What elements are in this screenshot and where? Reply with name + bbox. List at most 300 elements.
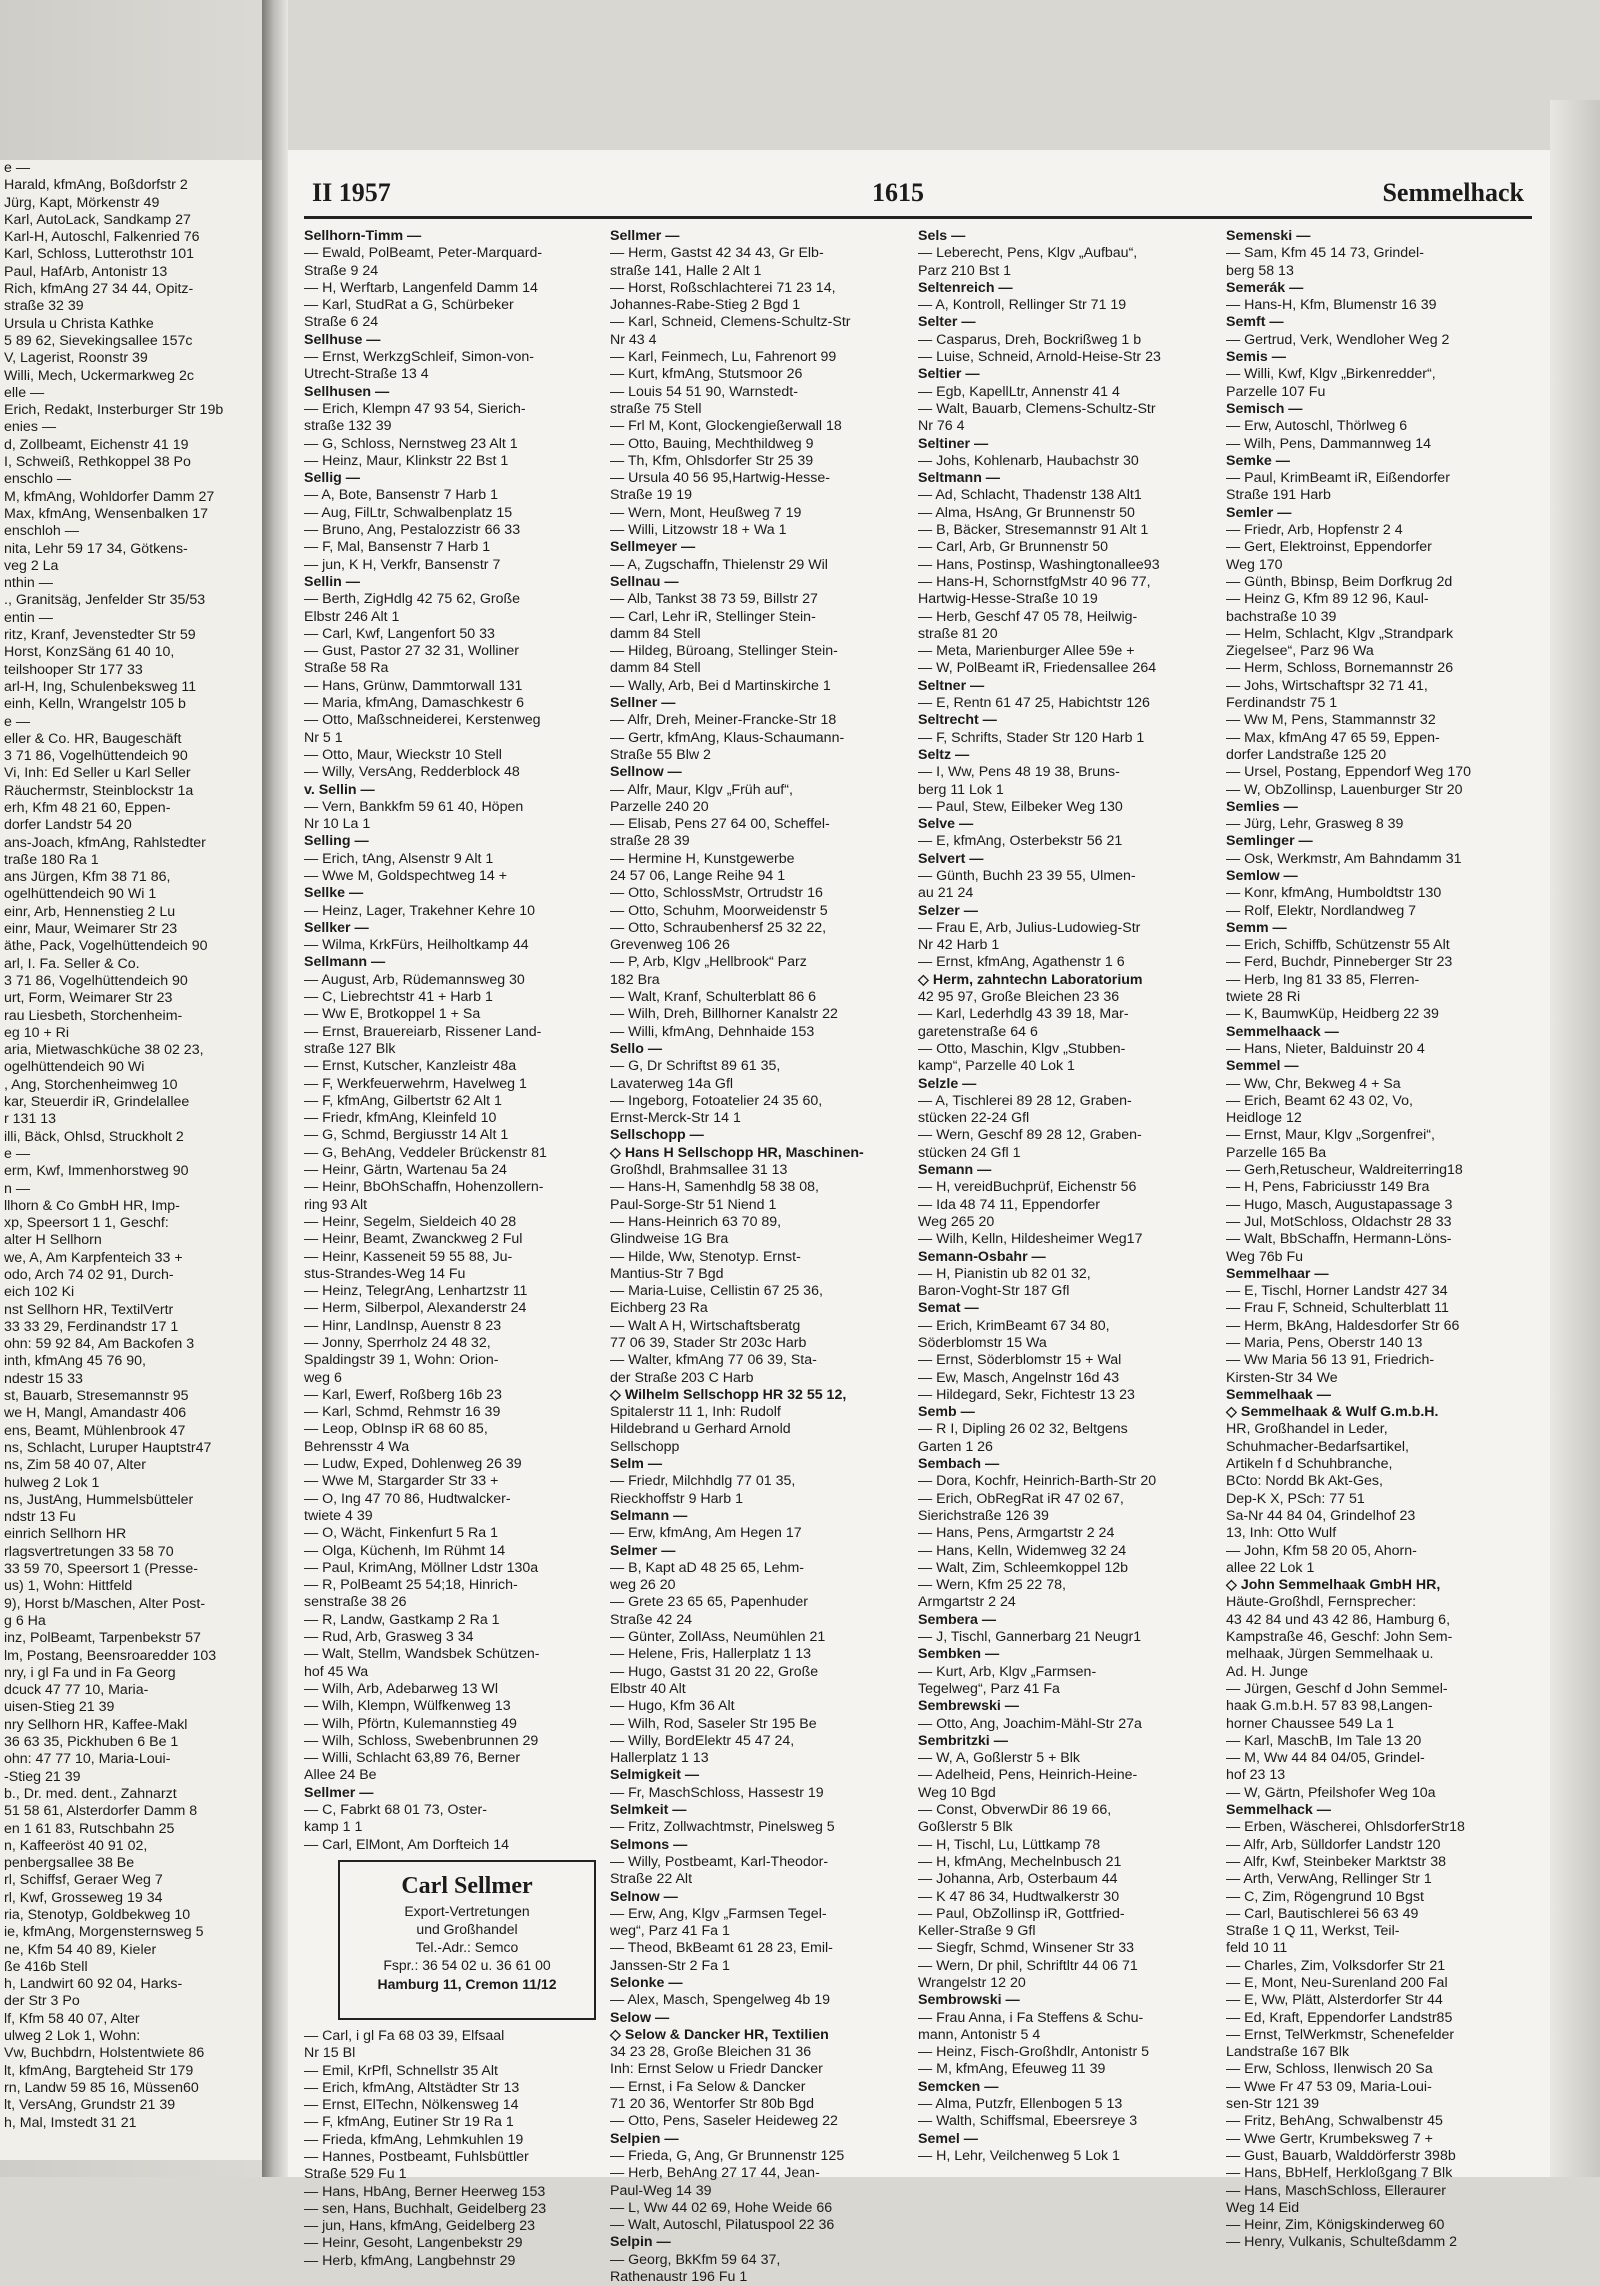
directory-entry: — Gertr, kfmAng, Klaus-Schaumann- (610, 729, 845, 746)
directory-entry: Semke — (1226, 452, 1290, 469)
directory-entry: — J, Tischl, Gannerbarg 21 Neugr1 (918, 1629, 1142, 1646)
directory-entry: Nr 5 1 (304, 729, 343, 746)
directory-entry: Straße 22 Alt (610, 1871, 693, 1888)
directory-entry: enschloh — (4, 523, 79, 540)
directory-entry: — Herb, kfmAng, Langbehnstr 29 (304, 2252, 516, 2269)
directory-entry: odo, Arch 74 02 91, Durch- (4, 1267, 174, 1283)
directory-entry: Weg 76b Fu (1226, 1248, 1304, 1265)
directory-entry: — Karl, MaschB, Im Tale 13 20 (1226, 1732, 1422, 1749)
directory-entry: — Erw, Autoschl, Thörlweg 6 (1226, 418, 1408, 435)
directory-entry: — Carl, Bautischlerei 56 63 49 (1226, 1905, 1419, 1922)
directory-entry: Kirsten-Str 34 We (1226, 1369, 1338, 1386)
directory-entry: — Karl, Feinmech, Lu, Fahrenort 99 (610, 349, 837, 366)
directory-entry: nry Sellhorn HR, Kaffee-Makl (4, 1716, 188, 1733)
directory-entry: — Carl, ElMont, Am Dorfteich 14 (304, 1836, 509, 1853)
directory-entry: Schuhmacher-Bedarfsartikel, (1226, 1438, 1409, 1455)
directory-entry: h, Landwirt 60 92 04, Harks- (4, 1976, 183, 1993)
directory-entry: BCto: Nordd Bk Akt-Ges, (1226, 1473, 1383, 1490)
directory-entry: Seltenreich — (918, 279, 1013, 296)
directory-entry: inth, kfmAng 45 76 90, (4, 1353, 146, 1370)
directory-entry: ohn: 47 77 10, Maria-Loui- (4, 1751, 171, 1768)
directory-entry: Weg 10 Bgd (918, 1784, 996, 1801)
directory-entry: Semm — (1226, 919, 1287, 936)
directory-entry: — Günth, Buchh 23 39 55, Ulmen- (918, 867, 1136, 884)
directory-entry: Sellmer — (610, 228, 680, 244)
directory-entry: Rich, kfmAng 27 34 44, Opitz- (4, 281, 194, 298)
directory-entry: twiete 4 39 (304, 1507, 373, 1524)
directory-entry: Sembrowski — (918, 1992, 1020, 2009)
directory-entry: — B, Bäcker, Stresemannstr 91 Alt 1 (918, 522, 1149, 539)
directory-entry: — Ww Maria 56 13 91, Friedrich- (1226, 1352, 1435, 1369)
directory-entry: erm, Kwf, Immenhorstweg 90 (4, 1163, 189, 1180)
directory-entry: — Karl, Schneid, Clemens-Schultz-Str (610, 314, 851, 331)
directory-entry: — Frieda, G, Ang, Gr Brunnenstr 125 (610, 2147, 845, 2164)
directory-entry: — H, Pens, Fabriciusstr 149 Bra (1226, 1179, 1430, 1196)
directory-entry: — Erich, kfmAng, Altstädter Str 13 (304, 2079, 520, 2096)
directory-entry: — E, Mont, Neu-Surenland 200 Fal (1226, 1974, 1448, 1991)
directory-entry: — Walter, kfmAng 77 06 39, Sta- (610, 1352, 817, 1369)
directory-entry: — Willy, BordElektr 45 47 24, (610, 1732, 795, 1749)
directory-entry: Selpin — (610, 2234, 671, 2251)
directory-entry: Parz 210 Bst 1 (918, 262, 1012, 279)
directory-entry: I, Schweiß, Rethkoppel 38 Po (4, 454, 191, 471)
directory-entry: Sembrewski — (918, 1698, 1019, 1715)
directory-entry: — Maria, kfmAng, Damaschkestr 6 (304, 695, 524, 712)
directory-entry: — Walt A H, Wirtschaftsberatg (610, 1317, 801, 1334)
directory-entry: — Erich, Schiffb, Schützenstr 55 Alt (1226, 937, 1450, 954)
directory-entry: Semler — (1226, 504, 1292, 521)
directory-entry: — Wilma, KrkFürs, Heilholtkamp 44 (304, 937, 529, 954)
directory-entry: ohn: 59 92 84, Am Backofen 3 (4, 1336, 195, 1353)
directory-entry: teilshooper Str 177 33 (4, 661, 143, 678)
directory-entry: — Wilh, Pförtn, Kulemannstieg 49 (304, 1715, 517, 1732)
directory-entry: au 21 24 (918, 885, 974, 902)
directory-entry: — Berth, ZigHdlg 42 75 62, Große (304, 591, 521, 608)
directory-entry: — Friedr, kfmAng, Kleinfeld 10 (304, 1110, 497, 1127)
directory-entry: — Theod, BkBeamt 61 28 23, Emil- (610, 1940, 833, 1957)
directory-entry: ◇ Semmelhaak & Wulf G.m.b.H. (1226, 1404, 1439, 1421)
directory-entry: nthin — (4, 575, 53, 592)
directory-entry: — Wwe Gertr, Krumbeksweg 7 + (1226, 2130, 1433, 2147)
directory-entry: äthe, Pack, Vogelhüttendeich 90 (4, 938, 208, 955)
directory-entry: — Willi, Schlacht 63,89 76, Berner (304, 1750, 521, 1767)
directory-entry: einr, Arb, Hennenstieg 2 Lu (4, 903, 176, 920)
directory-entry: Weg 265 20 (918, 1213, 995, 1230)
directory-entry: — Ernst, ElTechn, Nölkensweg 14 (304, 2097, 519, 2114)
directory-entry: — Ernst, Kutscher, Kanzleistr 48a (304, 1058, 517, 1075)
directory-entry: — Heinr, Gärtn, Wartenau 5a 24 (304, 1162, 507, 1179)
directory-entry: — Karl, StudRat a G, Schürbeker (304, 297, 514, 314)
directory-entry: Semft — (1226, 314, 1284, 331)
directory-entry: Straße 6 24 (304, 314, 379, 331)
directory-entry: 13, Inh: Otto Wulf (1226, 1525, 1337, 1542)
directory-entry: e — (4, 160, 31, 176)
directory-entry: ◇ Selow & Dancker HR, Textilien (610, 2026, 829, 2043)
directory-entry: senstraße 38 26 (304, 1594, 407, 1611)
directory-entry: — Heinz, Fisch-Großhdlr, Antonistr 5 (918, 2044, 1150, 2061)
directory-entry: Semenski — (1226, 228, 1311, 244)
directory-entry: ulweg 2 Lok 1, Wohn: (4, 2028, 141, 2045)
directory-entry: garetenstraße 64 6 (918, 1023, 1038, 1040)
directory-entry: — Hilde, Ww, Stenotyp. Ernst- (610, 1248, 801, 1265)
directory-entry: ., Granitsäg, Jenfelder Str 35/53 (4, 592, 206, 609)
directory-entry: Elbstr 246 Alt 1 (304, 608, 400, 625)
directory-entry: — Paul, Stew, Eilbeker Weg 130 (918, 798, 1123, 815)
directory-entry: — Egb, KapellLtr, Annenstr 41 4 (918, 383, 1120, 400)
directory-entry: — Wwe M, Goldspechtweg 14 + (304, 867, 508, 884)
ad-line1: Export-Vertretungen (404, 1902, 530, 1919)
directory-entry: — Carl, Kwf, Langenfort 50 33 (304, 625, 495, 642)
directory-entry: Ad. H. Junge (1226, 1663, 1309, 1680)
directory-entry: eg 10 + Ri (4, 1024, 70, 1041)
directory-entry: V, Lagerist, Roonstr 39 (4, 350, 148, 367)
directory-entry: — Ernst, Brauereiarb, Rissener Land- (304, 1023, 542, 1040)
directory-entry: — Ernst, Söderblomstr 15 + Wal (918, 1352, 1122, 1369)
directory-entry: Sellnau — (610, 573, 679, 590)
directory-entry: Glindweise 1G Bra (610, 1231, 729, 1248)
directory-entry: — Vern, Bankkfm 59 61 40, Höpen (304, 798, 524, 815)
directory-entry: — Heinr, Kasseneit 59 55 88, Ju- (304, 1248, 513, 1265)
directory-entry: urt, Form, Weimarer Str 23 (4, 990, 173, 1007)
directory-entry: — Bruno, Ang, Pestalozzistr 66 33 (304, 522, 521, 539)
column-3 (918, 228, 1218, 2165)
directory-entry: — Ed, Kraft, Eppendorfer Landstr85 (1226, 2009, 1453, 2026)
directory-entry: Sa-Nr 44 84 04, Grindelhof 23 (1226, 1507, 1416, 1524)
directory-entry: — Dora, Kochfr, Heinrich-Barth-Str 20 (918, 1473, 1157, 1490)
directory-entry: Selmigkeit — (610, 1767, 700, 1784)
directory-entry: — Th, Kfm, Ohlsdorfer Str 25 39 (610, 452, 814, 469)
directory-entry: uisen-Stieg 21 39 (4, 1699, 115, 1716)
directory-entry: Landstraße 167 Blk (1226, 2044, 1350, 2061)
directory-entry: weg“, Parz 41 Fa 1 (610, 1923, 730, 1940)
directory-entry: — C, Fabrkt 68 01 73, Oster- (304, 1802, 487, 1819)
directory-entry: — Frau E, Arb, Julius-Ludowieg-Str (918, 919, 1141, 936)
directory-entry: Behrensstr 4 Wa (304, 1438, 410, 1455)
directory-entry: Semann — (918, 1162, 992, 1179)
directory-entry: M, kfmAng, Wohldorfer Damm 27 (4, 488, 215, 505)
directory-entry: — Olga, Küchenh, Im Rühmt 14 (304, 1542, 506, 1559)
directory-entry: — Wally, Arb, Bei d Martinskirche 1 (610, 677, 831, 694)
directory-entry: Janssen-Str 2 Fa 1 (610, 1957, 730, 1974)
directory-entry: horner Chaussee 549 La 1 (1226, 1715, 1395, 1732)
directory-entry: Sellker — (304, 919, 369, 936)
directory-entry: — Jul, MotSchloss, Oldachstr 28 33 (1226, 1213, 1452, 1230)
directory-entry: — Johs, Wirtschaftspr 32 71 41, (1226, 677, 1428, 694)
directory-entry: Hildebrand u Gerhard Arnold (610, 1421, 791, 1438)
directory-entry: h, Mal, Imstedt 31 21 (4, 2114, 137, 2131)
directory-entry: we, A, Am Karpfenteich 33 + (4, 1249, 183, 1266)
directory-entry: — Paul, KrimAng, Möllner Ldstr 130a (304, 1559, 539, 1576)
directory-entry: Sellhorn-Timm — (304, 228, 422, 244)
directory-entry: Hallerplatz 1 13 (610, 1750, 709, 1767)
directory-entry: Erich, Redakt, Insterburger Str 19b (4, 402, 224, 419)
directory-entry: ◇ John Semmelhaak GmbH HR, (1226, 1577, 1441, 1594)
directory-entry: — Wilh, Dreh, Billhorner Kanalstr 22 (610, 1006, 838, 1023)
directory-entry: — Gust, Pastor 27 32 31, Wolliner (304, 643, 520, 660)
directory-entry: — H, vereidBuchprüf, Eichenstr 56 (918, 1179, 1137, 1196)
directory-entry: — Wwe M, Stargarder Str 33 + (304, 1473, 499, 1490)
directory-entry: — Erich, ObRegRat iR 47 02 67, (918, 1490, 1124, 1507)
directory-entry: — Erw, Ang, Klgv „Farmsen Tegel- (610, 1905, 827, 1922)
directory-entry: — Alex, Masch, Spengelweg 4b 19 (610, 1992, 831, 2009)
directory-entry: — Hans, BbHelf, Herkloßgang 7 Blk (1226, 2165, 1453, 2182)
directory-entry: straße 81 20 (918, 625, 998, 642)
directory-entry: — Ernst, TelWerkmstr, Schenefelder (1226, 2026, 1455, 2043)
directory-entry: — Siegfr, Schmd, Winsener Str 33 (918, 1940, 1135, 1957)
directory-entry: — Erich, Klempn 47 93 54, Sierich- (304, 400, 526, 417)
directory-entry: — Carl, i gl Fa 68 03 39, Elfsaal (304, 2027, 505, 2044)
directory-entry: — Heinr, Zim, Königskinderweg 60 (1226, 2217, 1445, 2234)
directory-entry: lt, kfmAng, Bargteheid Str 179 (4, 2062, 194, 2079)
directory-entry: — Johs, Kohlenarb, Haubachstr 30 (918, 452, 1139, 469)
directory-entry: — Gert, Elektroinst, Eppendorfer (1226, 539, 1432, 556)
directory-entry: Max, kfmAng, Wensenbalken 17 (4, 505, 208, 522)
directory-entry: Karl, Schloss, Lutterothstr 101 (4, 246, 195, 263)
ad-line3: Tel.-Adr.: Semco (415, 1938, 519, 1955)
directory-entry: Heidloge 12 (1226, 1110, 1302, 1127)
directory-entry: — Walt, BbSchaffn, Hermann-Löns- (1226, 1231, 1452, 1248)
directory-entry: — Kurt, kfmAng, Stutsmoor 26 (610, 366, 803, 383)
directory-entry: Semlinger — (1226, 833, 1313, 850)
directory-entry: ans Jürgen, Kfm 38 71 86, (4, 869, 171, 886)
directory-entry: — Herm, Schloss, Bornemannstr 26 (1226, 660, 1454, 677)
directory-entry: — E, Ww, Plätt, Alsterdorfer Str 44 (1226, 1992, 1443, 2009)
directory-entry: Parzelle 107 Fu (1226, 383, 1326, 400)
directory-entry: — Hermine H, Kunstgewerbe (610, 850, 795, 867)
directory-entry: — Erw, Schloss, Ilenwisch 20 Sa (1226, 2061, 1433, 2078)
directory-entry: — Wilh, Kelln, Hildesheimer Weg17 (918, 1231, 1143, 1248)
directory-entry: — Meta, Marienburger Allee 59e + (918, 643, 1135, 660)
directory-entry: stus-Strandes-Weg 14 Fu (304, 1265, 466, 1282)
directory-entry: penbergsallee 38 Be (4, 1855, 135, 1872)
directory-entry: ns, JustAng, Hummelsbütteler (4, 1491, 194, 1508)
directory-entry: erh, Kfm 48 21 60, Eppen- (4, 799, 171, 816)
directory-entry: — Heinr, BbOhSchaffn, Hohenzollern- (304, 1179, 544, 1196)
directory-entry: — Georg, BkKfm 59 64 37, (610, 2251, 781, 2268)
directory-entry: — G, BehAng, Veddeler Brückenstr 81 (304, 1144, 547, 1161)
directory-entry: — Hugo, Kfm 36 Alt (610, 1698, 735, 1715)
directory-entry: enies — (4, 419, 57, 436)
directory-entry: Semat — (918, 1300, 979, 1317)
directory-entry: nst Sellhorn HR, TextilVertr (4, 1301, 174, 1318)
directory-entry: — Walt, Zim, Schleemkoppel 12b (918, 1559, 1128, 1576)
directory-entry: — Luise, Schneid, Arnold-Heise-Str 23 (918, 349, 1161, 366)
directory-entry: — Hans, Postinsp, Washingtonallee93 (918, 556, 1160, 573)
directory-entry: damm 84 Stell (610, 660, 701, 677)
directory-entry: — Paul, ObZollinsp iR, Gottfried- (918, 1905, 1125, 1922)
directory-entry: der Straße 203 C Harb (610, 1369, 754, 1386)
directory-entry: dorfer Landstr 54 20 (4, 817, 132, 834)
directory-entry: — C, Liebrechtstr 41 + Harb 1 (304, 989, 493, 1006)
directory-entry: — O, Wächt, Finkenfurt 5 Ra 1 (304, 1525, 498, 1542)
directory-entry: Dep-K X, PSch: 77 51 (1226, 1490, 1365, 1507)
directory-entry: — Casparus, Dreh, Bockrißweg 1 b (918, 331, 1142, 348)
directory-entry: Parzelle 165 Ba (1226, 1144, 1327, 1161)
directory-entry: Selvert — (918, 850, 984, 867)
directory-entry: — Arth, VerwAng, Rellinger Str 1 (1226, 1871, 1432, 1888)
directory-entry: — Paul, KrimBeamt iR, Eißendorfer (1226, 470, 1450, 487)
directory-entry: Armgartstr 2 24 (918, 1594, 1016, 1611)
directory-entry: — Willi, Kwf, Klgv „Birkenredder“, (1226, 366, 1436, 383)
directory-entry: Vi, Inh: Ed Seller u Karl Seller (4, 765, 191, 782)
directory-entry: Weg 170 (1226, 556, 1283, 573)
directory-entry: — John, Kfm 58 20 05, Ahorn- (1226, 1542, 1417, 1559)
directory-entry: — Wern, Mont, Heußweg 7 19 (610, 504, 802, 521)
directory-entry: kamp“, Parzelle 40 Lok 1 (918, 1058, 1075, 1075)
directory-entry: 71 20 36, Wentorfer Str 80b Bgd (610, 2096, 815, 2113)
directory-entry: Spitalerstr 11 1, Inh: Rudolf (610, 1404, 781, 1421)
directory-entry: Straße 42 24 (610, 1611, 693, 1628)
directory-entry: r 131 13 (4, 1111, 57, 1128)
directory-entry: — Walth, Schiffsmal, Ebeersreye 3 (918, 2113, 1138, 2130)
directory-entry: Utrecht-Straße 13 4 (304, 366, 429, 383)
directory-entry: Grevenweg 106 26 (610, 937, 730, 954)
directory-entry: haak G.m.b.H. 57 83 98,Langen- (1226, 1698, 1433, 1715)
directory-entry: — Wilh, Rod, Saseler Str 195 Be (610, 1715, 817, 1732)
directory-entry: Eichberg 23 Ra (610, 1300, 708, 1317)
directory-entry: ritz, Kranf, Jevenstedter Str 59 (4, 627, 196, 644)
directory-entry: — Charles, Zim, Volksdorfer Str 21 (1226, 1957, 1446, 1974)
directory-entry: Rathenaustr 196 Fu 1 (610, 2269, 748, 2286)
directory-entry: — R, PolBeamt 25 54;18, Hinrich- (304, 1577, 518, 1594)
directory-entry: — Emil, KrPfl, Schnellstr 35 Alt (304, 2062, 498, 2079)
directory-entry: — P, Arb, Klgv „Hellbrook“ Parz (610, 954, 807, 971)
ad-line4: Fspr.: 36 54 02 u. 36 61 00 (383, 1956, 551, 1973)
directory-entry: — O, Ing 47 70 86, Hudtwalcker- (304, 1490, 511, 1507)
directory-entry: — Ernst, WerkzgSchleif, Simon-von- (304, 349, 534, 366)
directory-entry: — Otto, Schraubenhersf 25 32 22, (610, 919, 827, 936)
directory-entry: Sellmann — (304, 954, 386, 971)
directory-entry: Selmer — (610, 1542, 676, 1559)
directory-entry: — Hans, Nieter, Balduinstr 20 4 (1226, 1040, 1425, 1057)
directory-entry: — Alfr, Kwf, Steinbeker Marktstr 38 (1226, 1853, 1446, 1870)
directory-entry: — Frau F, Schneid, Schulterblatt 11 (1226, 1300, 1449, 1317)
directory-entry: weg 6 (304, 1369, 342, 1386)
directory-entry: — sen, Hans, Buchhalt, Geidelberg 23 (304, 2200, 547, 2217)
directory-entry: Selve — (918, 816, 974, 833)
directory-entry: Selonke — (610, 1974, 683, 1991)
directory-entry: ogelhüttendeich 90 Wi (4, 1059, 145, 1076)
directory-entry: Straße 529 Fu 1 (304, 2166, 407, 2183)
directory-entry: — Wern, Kfm 25 22 78, (918, 1577, 1066, 1594)
directory-entry: — Heinz, TelegrAng, Lenhartzstr 11 (304, 1283, 528, 1300)
column-1 (304, 228, 602, 2270)
directory-entry: 182 Bra (610, 971, 660, 988)
directory-entry: Semmelhaack — (1226, 1023, 1339, 1040)
directory-entry: 36 63 35, Pickhuben 6 Be 1 (4, 1734, 179, 1751)
directory-entry: — Jürg, Lehr, Grasweg 8 39 (1226, 816, 1404, 833)
directory-entry: Paul-Weg 14 39 (610, 2182, 712, 2199)
directory-entry: illi, Bäck, Ohlsd, Struckholt 2 (4, 1128, 184, 1145)
directory-entry: — Wilh, Klempn, Wülfkenweg 13 (304, 1698, 511, 1715)
directory-entry: — Erich, Beamt 62 43 02, Vo, (1226, 1092, 1413, 1109)
header-rule (304, 216, 1532, 219)
directory-entry: — Carl, Arb, Gr Brunnenstr 50 (918, 539, 1109, 556)
directory-entry: — Ww, Chr, Bekweg 4 + Sa (1226, 1075, 1401, 1092)
directory-entry: — I, Ww, Pens 48 19 38, Bruns- (918, 764, 1120, 781)
directory-entry: ◇ Herm, zahntechn Laboratorium (918, 971, 1143, 988)
directory-entry: — Fritz, Zollwachtmstr, Pinelsweg 5 (610, 1819, 835, 1836)
directory-entry: hof 45 Wa (304, 1663, 369, 1680)
directory-entry: 42 95 97, Große Bleichen 23 36 (918, 989, 1120, 1006)
directory-entry: — Herm, BkAng, Haldesdorfer Str 66 (1226, 1317, 1460, 1334)
directory-entry: Selow — (610, 2009, 670, 2026)
directory-entry: -Stieg 21 39 (4, 1768, 81, 1785)
directory-entry: — W, Gärtn, Pfeilshofer Weg 10a (1226, 1784, 1436, 1801)
directory-entry: — Heinz, Lager, Trakehner Kehre 10 (304, 902, 536, 919)
directory-entry: — Friedr, Arb, Hopfenstr 2 4 (1226, 522, 1403, 539)
directory-entry: Jürg, Kapt, Mörkenstr 49 (4, 194, 160, 211)
directory-entry: arl-H, Ing, Schulenbeksweg 11 (4, 678, 197, 695)
directory-entry: kamp 1 1 (304, 1819, 363, 1836)
directory-entry: rn, Landw 59 85 16, Müssen60 (4, 2079, 199, 2096)
directory-entry: Häute-Großhdl, Fernsprecher: (1226, 1594, 1417, 1611)
directory-entry: Keller-Straße 9 Gfl (918, 1923, 1036, 1940)
directory-entry: Kampstraße 46, Geschf: John Sem- (1226, 1629, 1453, 1646)
directory-entry: eich 102 Ki (4, 1284, 75, 1301)
directory-entry: — Walt, Stellm, Wandsbek Schützen- (304, 1646, 540, 1663)
directory-entry: — jun, Hans, kfmAng, Geidelberg 23 (304, 2218, 536, 2235)
directory-entry: rlagsvertretungen 33 58 70 (4, 1543, 174, 1560)
directory-entry: nry, i gl Fa und in Fa Georg (4, 1664, 176, 1681)
directory-entry: veg 2 La (4, 557, 59, 574)
directory-entry: Straße 191 Harb (1226, 487, 1331, 504)
directory-entry: Horst, KonzSäng 61 40 10, (4, 644, 175, 661)
directory-entry: — Hans, Kelln, Widemweg 32 24 (918, 1542, 1127, 1559)
directory-entry: — Otto, Pens, Saseler Heideweg 22 (610, 2113, 838, 2130)
directory-entry: Semmelhack — (1226, 1802, 1331, 1819)
directory-entry: Straße 58 Ra (304, 660, 389, 677)
directory-entry: Garten 1 26 (918, 1438, 993, 1455)
directory-entry: straße 141, Halle 2 Alt 1 (610, 262, 762, 279)
directory-entry: Semcken — (918, 2078, 999, 2095)
directory-entry: — Otto, Schuhm, Moorweidenstr 5 (610, 902, 828, 919)
directory-entry: — Helene, Fris, Hallerplatz 1 13 (610, 1646, 812, 1663)
directory-entry: — Rud, Arb, Grasweg 3 34 (304, 1629, 474, 1646)
directory-entry: Sellmer — (304, 1784, 374, 1801)
directory-entry: — Hans, Pens, Armgartstr 2 24 (918, 1525, 1115, 1542)
directory-entry: Paul, HafArb, Antonistr 13 (4, 263, 168, 280)
directory-entry: 43 42 84 und 43 42 86, Hamburg 6, (1226, 1611, 1451, 1628)
directory-entry: hulweg 2 Lok 1 (4, 1474, 100, 1491)
directory-entry: — Leberecht, Pens, Klgv „Aufbau“, (918, 245, 1138, 262)
directory-entry: — Wilh, Arb, Adebarweg 13 Wl (304, 1680, 498, 1697)
directory-entry: — Hans, MaschSchloss, Elleraurer (1226, 2182, 1446, 2199)
directory-entry: 3 71 86, Vogelhüttendeich 90 (4, 748, 188, 765)
directory-entry: Semlow — (1226, 867, 1298, 884)
directory-entry: Semmelhaak — (1226, 1386, 1331, 1403)
right-page-edge (1550, 100, 1600, 2177)
directory-entry: — Carl, Lehr iR, Stellinger Stein- (610, 608, 816, 625)
directory-entry: — Helm, Schlacht, Klgv „Strandpark (1226, 625, 1454, 642)
directory-entry: — Herb, Ing 81 33 85, Flerren- (1226, 971, 1420, 988)
directory-entry: 77 06 39, Stader Str 203c Harb (610, 1335, 807, 1351)
directory-entry: — Willi, kfmAng, Dehnhaide 153 (610, 1023, 815, 1040)
directory-entry: Seltier — (918, 366, 980, 383)
directory-entry: — G, Schmd, Bergiusstr 14 Alt 1 (304, 1127, 509, 1144)
directory-entry: Semann-Osbahr — (918, 1248, 1046, 1265)
directory-entry: alter H Sellhorn (4, 1232, 102, 1249)
ad-line5: Hamburg 11, Cremon 11/12 (377, 1975, 557, 1992)
directory-entry: — Sam, Kfm 45 14 73, Grindel- (1226, 245, 1424, 262)
directory-entry: — E, Rentn 61 47 25, Habichtstr 126 (918, 695, 1150, 712)
directory-entry: ogelhüttendeich 90 Wi 1 (4, 886, 157, 903)
directory-entry: Baron-Voght-Str 187 Gfl (918, 1283, 1070, 1300)
directory-entry: sen-Str 121 39 (1226, 2096, 1320, 2113)
directory-entry: Hartwig-Hesse-Straße 10 19 (918, 591, 1098, 608)
directory-entry: — Fritz, BehAng, Schwalbenstr 45 (1226, 2113, 1443, 2130)
directory-entry: Selnow — (610, 1888, 678, 1905)
